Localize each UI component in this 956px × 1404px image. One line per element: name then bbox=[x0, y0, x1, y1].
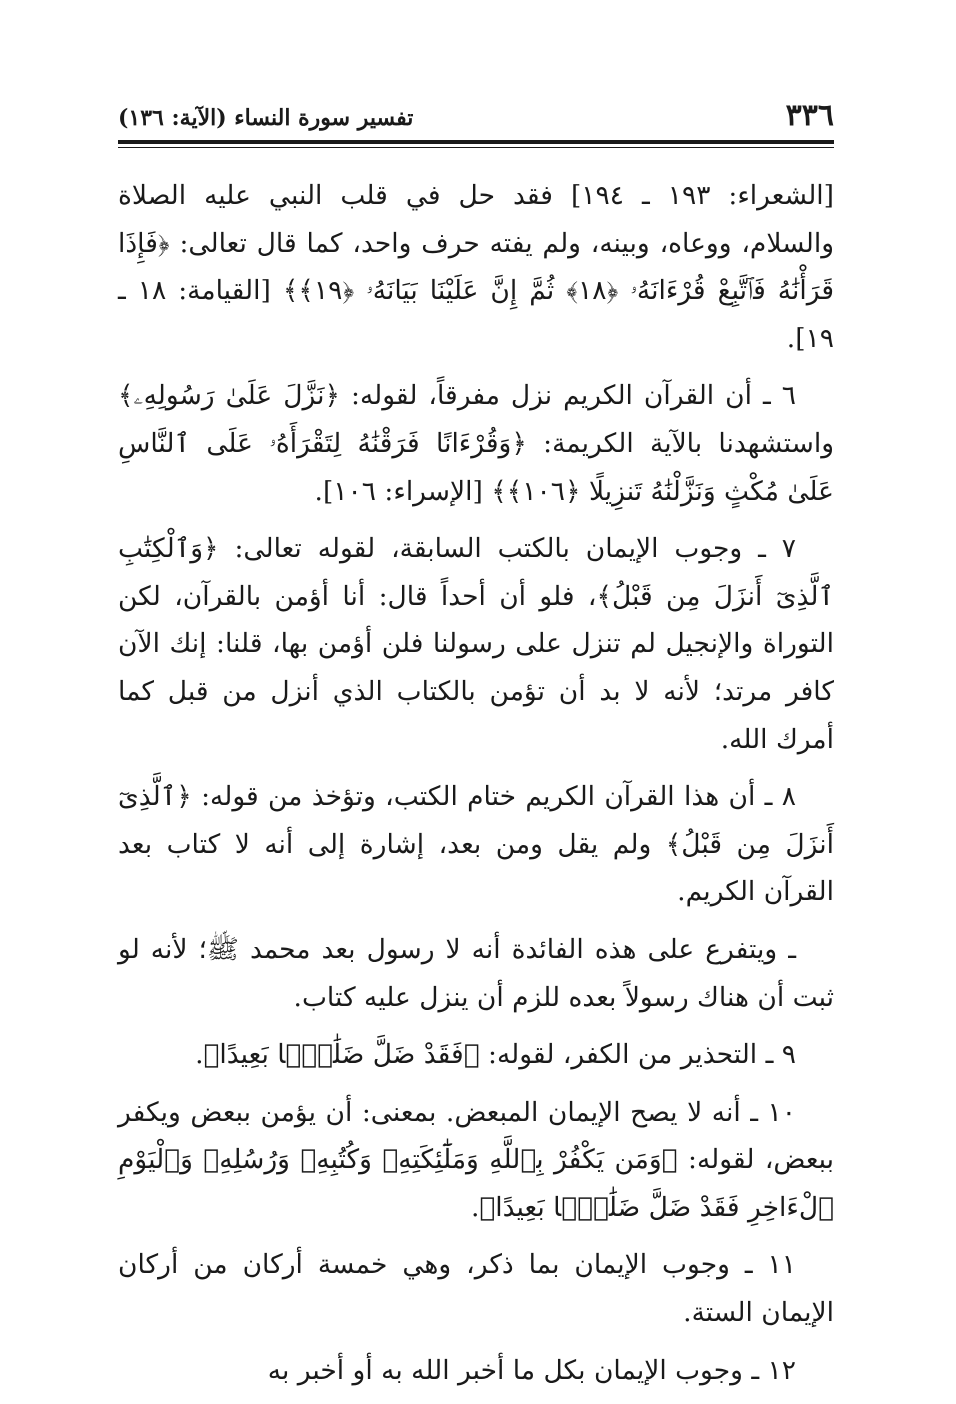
body-text bbox=[118, 172, 834, 1404]
header-rule-thick bbox=[118, 140, 834, 144]
paragraph-point-10: ١٠ ـ أنه لا يصح الإيمان المبعض. بمعنى: أن يؤمن ببعض ويكفر ببعض، لقوله: ﴿وَمَن يَكْفُرْ بِٱللَّهِ وَمَلَٰٓئِكَتِهِۦ وَكُتُبِهِۦ وَرُسُلِهِۦ وَٱلْيَوْمِ ٱلْءَاخِرِ فَقَدْ ضَلَّ ضَلَٰلًۢا بَعِيدًا﴾. bbox=[118, 1096, 834, 1223]
paragraph-point-11: ١١ ـ وجوب الإيمان بما ذكر، وهي خمسة أركان من أركان الإيمان الستة. bbox=[118, 1249, 834, 1329]
paragraph-note: ـ ويتفرع على هذه الفائدة أنه لا رسول بعد محمد ﷺ؛ لأنه لو ثبت أن هناك رسولاً بعده للزم أن ينزل عليه كتاب. bbox=[118, 933, 834, 1013]
paragraph-point-7: ٧ ـ وجوب الإيمان بالكتب السابقة، لقوله تعالى: ﴿وَٱلْكِتَٰبِ ٱلَّذِىٓ أَنزَلَ مِن قَبْلُ﴾، فلو أن أحداً قال: أنا أؤمن بالقرآن، لكن التوراة والإنجيل لم تنزل على رسولنا فلن أؤمن بها، قلنا: إنك الآن كافر مرتد؛ لأنه لا بد أن تؤمن بالكتاب الذي أنزل من قبل كما أمرك الله. bbox=[118, 533, 834, 755]
paragraph-point-8: ٨ ـ أن هذا القرآن الكريم ختام الكتب، وتؤخذ من قوله: ﴿ٱلَّذِىٓ أَنزَلَ مِن قَبْلُ﴾ ولم يقل ومن بعد، إشارة إلى أنه لا كتاب بعد القرآن الكريم. bbox=[118, 781, 834, 908]
paragraph-continuation: [الشعراء: ١٩٣ ـ ١٩٤] فقد حل في قلب النبي عليه الصلاة والسلام، ووعاه، وبينه، ولم يفته حرف واحد، كما قال تعالى: ﴿فَإِذَا قَرَأْنَٰهُ فَٱتَّبِعْ قُرْءَانَهُۥ ﴿١٨﴾ ثُمَّ إِنَّ عَلَيْنَا بَيَانَهُۥ ﴿١٩﴾﴾ [القيامة: ١٨ ـ ١٩]. bbox=[118, 180, 835, 354]
page-number: ٣٣٦ bbox=[785, 98, 834, 133]
running-title: تفسير سورة النساء (الآية: ١٣٦) bbox=[118, 105, 414, 131]
paragraph-point-12: ١٢ ـ وجوب الإيمان بكل ما أخبر الله به أو أخبر به bbox=[267, 1354, 796, 1386]
paragraph-point-6: ٦ ـ أن القرآن الكريم نزل مفرقاً، لقوله: ﴿نَزَّلَ عَلَىٰ رَسُولِهِۦ﴾ واستشهدنا بالآية الكريمة: ﴿وَقُرْءَانًا فَرَقْنَٰهُ لِتَقْرَأَهُۥ عَلَى ٱلنَّاسِ عَلَىٰ مُكْثٍ وَنَزَّلْنَٰهُ تَنزِيلًا ﴿١٠٦﴾﴾ [الإسراء: ١٠٦]. bbox=[118, 380, 834, 507]
header-rule-thin bbox=[118, 147, 834, 148]
page-header bbox=[118, 96, 834, 136]
paragraph-point-9: ٩ ـ التحذير من الكفر، لقوله: ﴿فَقَدْ ضَلَّ ضَلَٰلًۢا بَعِيدًا﴾. bbox=[195, 1039, 796, 1071]
